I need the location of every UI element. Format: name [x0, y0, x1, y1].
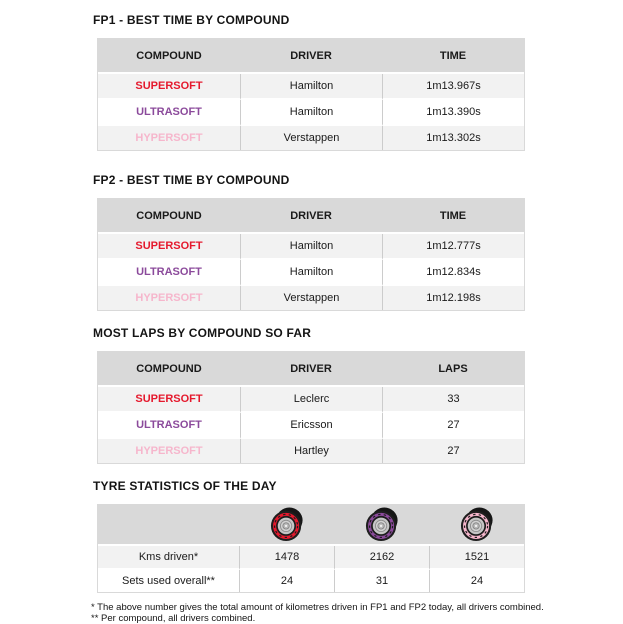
- footnote-kms: * The above number gives the total amount of kilometres driven in FP1 and FP2 today, all drivers combined.: [91, 603, 623, 614]
- laps-cell: 33: [382, 387, 524, 413]
- header-row: [98, 199, 524, 234]
- compound-cell: ULTRASOFT: [98, 100, 240, 126]
- table-row-ultrasoft: [98, 100, 524, 126]
- time-cell: 1m12.834s: [382, 260, 524, 286]
- table-row-ultrasoft: [98, 260, 524, 286]
- time-cell: 1m13.967s: [382, 74, 524, 100]
- column-header-compound: COMPOUND: [98, 39, 240, 74]
- most-laps-table: [97, 351, 525, 464]
- table-row-hypersoft: [98, 439, 524, 463]
- driver-cell: Hamilton: [240, 100, 382, 126]
- sets-supersoft-cell: 24: [239, 570, 334, 592]
- supersoft-tyre-header-cell: [239, 505, 334, 546]
- kms-driven-row: [98, 546, 524, 570]
- compound-cell: SUPERSOFT: [98, 234, 240, 260]
- compound-cell: SUPERSOFT: [98, 387, 240, 413]
- fp1-best-time-table: [97, 38, 525, 151]
- header-row: [98, 39, 524, 74]
- table-row-supersoft: [98, 234, 524, 260]
- header-row: [98, 352, 524, 387]
- kms-ultrasoft-cell: 2162: [334, 546, 429, 570]
- table-row-supersoft: [98, 74, 524, 100]
- laps-cell: 27: [382, 439, 524, 463]
- section-title-tyre-statistics: TYRE STATISTICS OF THE DAY: [93, 479, 623, 493]
- empty-header-cell: [98, 505, 239, 546]
- column-header-compound: COMPOUND: [98, 199, 240, 234]
- section-title-fp2: FP2 - BEST TIME BY COMPOUND: [93, 173, 623, 187]
- section-title-fp1: FP1 - BEST TIME BY COMPOUND: [93, 13, 623, 27]
- column-header-driver: DRIVER: [240, 39, 382, 74]
- driver-cell: Leclerc: [240, 387, 382, 413]
- sets-used-row: [98, 570, 524, 592]
- supersoft-tyre-icon: [270, 506, 304, 543]
- sets-ultrasoft-cell: 31: [334, 570, 429, 592]
- column-header-driver: DRIVER: [240, 199, 382, 234]
- time-cell: 1m13.390s: [382, 100, 524, 126]
- driver-cell: Ericsson: [240, 413, 382, 439]
- row-label: Sets used overall**: [98, 570, 239, 592]
- compound-cell: SUPERSOFT: [98, 74, 240, 100]
- table-row-hypersoft: [98, 126, 524, 150]
- compound-cell: HYPERSOFT: [98, 286, 240, 310]
- table-row-supersoft: [98, 387, 524, 413]
- kms-supersoft-cell: 1478: [239, 546, 334, 570]
- ultrasoft-tyre-icon: [365, 506, 399, 543]
- driver-cell: Verstappen: [240, 286, 382, 310]
- table-row-ultrasoft: [98, 413, 524, 439]
- table-row-hypersoft: [98, 286, 524, 310]
- laps-cell: 27: [382, 413, 524, 439]
- row-label: Kms driven*: [98, 546, 239, 570]
- compound-cell: ULTRASOFT: [98, 413, 240, 439]
- time-cell: 1m13.302s: [382, 126, 524, 150]
- fp2-best-time-table: [97, 198, 525, 311]
- time-cell: 1m12.198s: [382, 286, 524, 310]
- footnotes: [91, 603, 623, 624]
- driver-cell: Verstappen: [240, 126, 382, 150]
- column-header-time: TIME: [382, 39, 524, 74]
- tyre-statistics-table: [97, 504, 525, 593]
- driver-cell: Hamilton: [240, 260, 382, 286]
- driver-cell: Hartley: [240, 439, 382, 463]
- ultrasoft-tyre-header-cell: [334, 505, 429, 546]
- sets-hypersoft-cell: 24: [429, 570, 524, 592]
- footnote-sets: ** Per compound, all drivers combined.: [91, 614, 623, 624]
- kms-hypersoft-cell: 1521: [429, 546, 524, 570]
- compound-cell: ULTRASOFT: [98, 260, 240, 286]
- time-cell: 1m12.777s: [382, 234, 524, 260]
- driver-cell: Hamilton: [240, 234, 382, 260]
- section-title-most-laps: MOST LAPS BY COMPOUND SO FAR: [93, 326, 623, 340]
- compound-cell: HYPERSOFT: [98, 126, 240, 150]
- driver-cell: Hamilton: [240, 74, 382, 100]
- compound-cell: HYPERSOFT: [98, 439, 240, 463]
- hypersoft-tyre-icon: [460, 506, 494, 543]
- column-header-compound: COMPOUND: [98, 352, 240, 387]
- tyre-header-row: [98, 505, 524, 546]
- column-header-driver: DRIVER: [240, 352, 382, 387]
- column-header-laps: LAPS: [382, 352, 524, 387]
- column-header-time: TIME: [382, 199, 524, 234]
- hypersoft-tyre-header-cell: [429, 505, 524, 546]
